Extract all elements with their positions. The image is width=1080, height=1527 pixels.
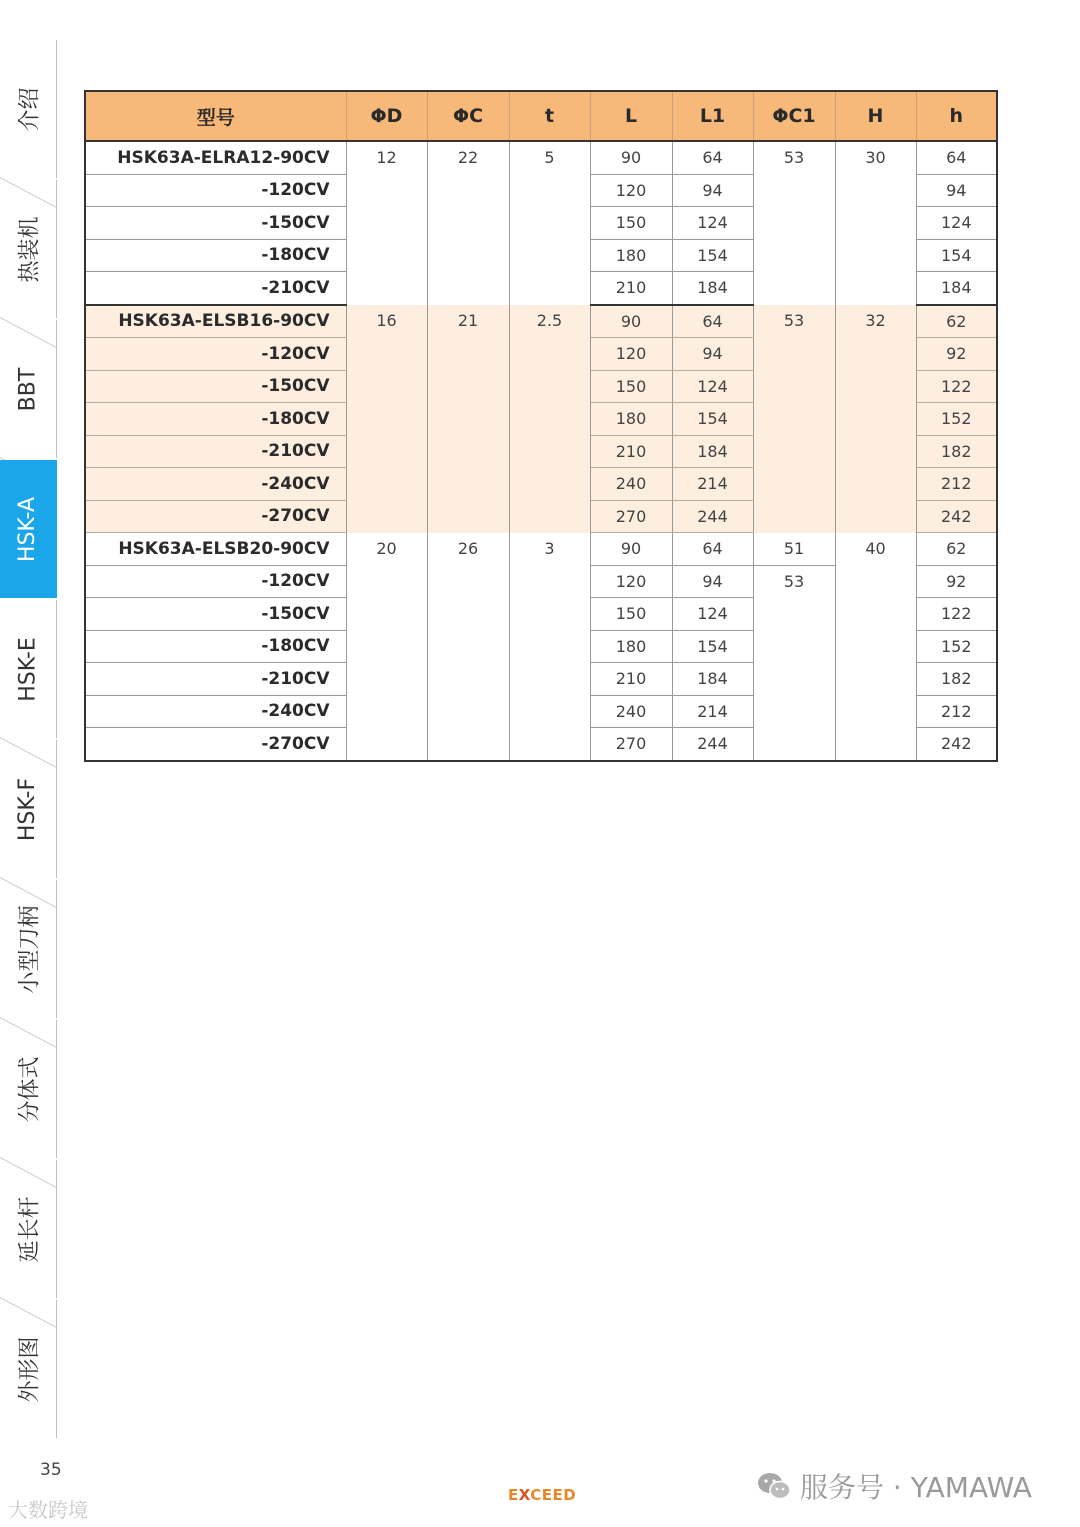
h-lower-cell: 92 — [916, 565, 997, 598]
tab-label: BBT — [15, 367, 41, 411]
l-cell: 150 — [590, 370, 672, 403]
watermark-right-text: 服务号 · YAMAWA — [800, 1471, 1032, 1504]
l1-cell: 94 — [672, 174, 753, 207]
header-h-lower: h — [916, 91, 997, 141]
h-lower-cell: 212 — [916, 695, 997, 728]
model-cell: HSK63A-ELSB20-90CV — [85, 533, 346, 566]
l-cell: 150 — [590, 598, 672, 631]
h-upper-cell: 40 — [835, 533, 916, 761]
h-lower-cell: 152 — [916, 630, 997, 663]
phi-d-cell: 20 — [346, 533, 427, 761]
wechat-icon — [756, 1471, 792, 1501]
l1-cell: 64 — [672, 533, 753, 566]
l-cell: 120 — [590, 338, 672, 371]
tab-modular[interactable] — [0, 1020, 57, 1158]
h-lower-cell: 182 — [916, 663, 997, 696]
brand-logo-part: E — [508, 1486, 519, 1504]
header-h-upper: H — [835, 91, 916, 141]
tab-hsk-f[interactable] — [0, 740, 57, 878]
tab-label: 热装机 — [17, 215, 43, 283]
header-model: 型号 — [85, 91, 346, 141]
tab-bbt[interactable] — [0, 320, 57, 458]
h-lower-cell: 212 — [916, 468, 997, 501]
h-lower-cell: 122 — [916, 598, 997, 631]
l-cell: 210 — [590, 272, 672, 305]
tab-small-holder[interactable] — [0, 880, 57, 1018]
model-cell: -120CV — [85, 338, 346, 371]
l1-cell: 154 — [672, 403, 753, 436]
model-cell: -210CV — [85, 663, 346, 696]
brand-logo-part: X — [518, 1486, 531, 1504]
tab-label: HSK-A — [15, 496, 41, 562]
l-cell: 150 — [590, 207, 672, 240]
l1-cell: 124 — [672, 370, 753, 403]
tab-label: HSK-E — [15, 636, 41, 702]
tab-label: 外形图 — [17, 1335, 43, 1403]
h-lower-cell: 242 — [916, 728, 997, 761]
header-l: L — [590, 91, 672, 141]
model-cell: -240CV — [85, 468, 346, 501]
tab-label: 分体式 — [17, 1055, 43, 1123]
tab-label: HSK-F — [15, 777, 41, 841]
model-cell: -120CV — [85, 174, 346, 207]
l1-cell: 124 — [672, 598, 753, 631]
l1-cell: 64 — [672, 305, 753, 338]
tab-intro[interactable] — [0, 40, 57, 178]
h-lower-cell: 154 — [916, 239, 997, 272]
h-lower-cell: 124 — [916, 207, 997, 240]
h-lower-cell: 64 — [916, 141, 997, 174]
header-row — [85, 91, 997, 141]
h-lower-cell: 122 — [916, 370, 997, 403]
phi-c-cell: 22 — [427, 141, 509, 305]
h-lower-cell: 94 — [916, 174, 997, 207]
table-row — [85, 533, 997, 566]
l1-cell: 214 — [672, 695, 753, 728]
l1-cell: 154 — [672, 239, 753, 272]
l1-cell: 124 — [672, 207, 753, 240]
l1-cell: 64 — [672, 141, 753, 174]
h-lower-cell: 152 — [916, 403, 997, 436]
tab-hsk-a[interactable] — [0, 460, 57, 598]
l-cell: 240 — [590, 695, 672, 728]
phi-c1-cell: 51 — [753, 533, 835, 566]
t-cell: 2.5 — [509, 305, 590, 533]
group-elsb20 — [85, 533, 997, 761]
model-cell: -210CV — [85, 272, 346, 305]
l1-cell: 184 — [672, 272, 753, 305]
l-cell: 120 — [590, 174, 672, 207]
side-tab-strip — [0, 40, 56, 1445]
l-cell: 120 — [590, 565, 672, 598]
l-cell: 210 — [590, 663, 672, 696]
model-cell: -270CV — [85, 500, 346, 533]
model-cell: -240CV — [85, 695, 346, 728]
model-cell: -210CV — [85, 435, 346, 468]
header-phi-c: ΦC — [427, 91, 509, 141]
tab-extension[interactable] — [0, 1160, 57, 1298]
l-cell: 90 — [590, 305, 672, 338]
h-lower-cell: 182 — [916, 435, 997, 468]
h-lower-cell: 92 — [916, 338, 997, 371]
l-cell: 270 — [590, 500, 672, 533]
l1-cell: 154 — [672, 630, 753, 663]
l-cell: 90 — [590, 533, 672, 566]
l1-cell: 94 — [672, 338, 753, 371]
phi-c1-cell: 53 — [753, 141, 835, 305]
tab-label: 小型刀柄 — [17, 904, 43, 994]
group-elra12 — [85, 141, 997, 305]
model-cell: -270CV — [85, 728, 346, 761]
h-lower-cell: 242 — [916, 500, 997, 533]
l1-cell: 214 — [672, 468, 753, 501]
tab-label: 延长杆 — [17, 1195, 43, 1263]
l1-cell: 244 — [672, 728, 753, 761]
tab-hsk-e[interactable] — [0, 600, 57, 738]
l1-cell: 184 — [672, 663, 753, 696]
phi-c1-cell: 53 — [753, 565, 835, 761]
l1-cell: 184 — [672, 435, 753, 468]
group-elsb16 — [85, 305, 997, 533]
table-row — [85, 141, 997, 174]
model-cell: HSK63A-ELSB16-90CV — [85, 305, 346, 338]
t-cell: 3 — [509, 533, 590, 761]
h-lower-cell: 62 — [916, 533, 997, 566]
l-cell: 90 — [590, 141, 672, 174]
header-phi-c1: ΦC1 — [753, 91, 835, 141]
model-cell: -120CV — [85, 565, 346, 598]
model-cell: HSK63A-ELRA12-90CV — [85, 141, 346, 174]
model-cell: -180CV — [85, 239, 346, 272]
l1-cell: 244 — [672, 500, 753, 533]
phi-c1-cell: 53 — [753, 305, 835, 533]
l-cell: 270 — [590, 728, 672, 761]
brand-logo — [508, 1486, 576, 1504]
phi-c-cell: 26 — [427, 533, 509, 761]
header-phi-d: ΦD — [346, 91, 427, 141]
model-cell: -150CV — [85, 207, 346, 240]
l1-cell: 94 — [672, 565, 753, 598]
h-lower-cell: 184 — [916, 272, 997, 305]
h-upper-cell: 32 — [835, 305, 916, 533]
l-cell: 210 — [590, 435, 672, 468]
phi-d-cell: 16 — [346, 305, 427, 533]
tab-label: 介绍 — [17, 86, 43, 132]
l-cell: 240 — [590, 468, 672, 501]
l-cell: 180 — [590, 630, 672, 663]
spec-table — [84, 90, 998, 762]
model-cell: -150CV — [85, 598, 346, 631]
tab-outline-drawing[interactable] — [0, 1300, 57, 1438]
phi-d-cell: 12 — [346, 141, 427, 305]
page-number: 35 — [40, 1460, 62, 1480]
l-cell: 180 — [590, 239, 672, 272]
h-upper-cell: 30 — [835, 141, 916, 305]
phi-c-cell: 21 — [427, 305, 509, 533]
model-cell: -180CV — [85, 630, 346, 663]
model-cell: -180CV — [85, 403, 346, 436]
watermark-left: 大数跨境 — [8, 1498, 88, 1522]
h-lower-cell: 62 — [916, 305, 997, 338]
watermark-right — [756, 1466, 1032, 1506]
model-cell: -150CV — [85, 370, 346, 403]
t-cell: 5 — [509, 141, 590, 305]
tab-shrink-fit-machine[interactable] — [0, 180, 57, 318]
header-t: t — [509, 91, 590, 141]
header-l1: L1 — [672, 91, 753, 141]
table-row — [85, 305, 997, 338]
l-cell: 180 — [590, 403, 672, 436]
brand-logo-part: CEED — [530, 1486, 577, 1504]
